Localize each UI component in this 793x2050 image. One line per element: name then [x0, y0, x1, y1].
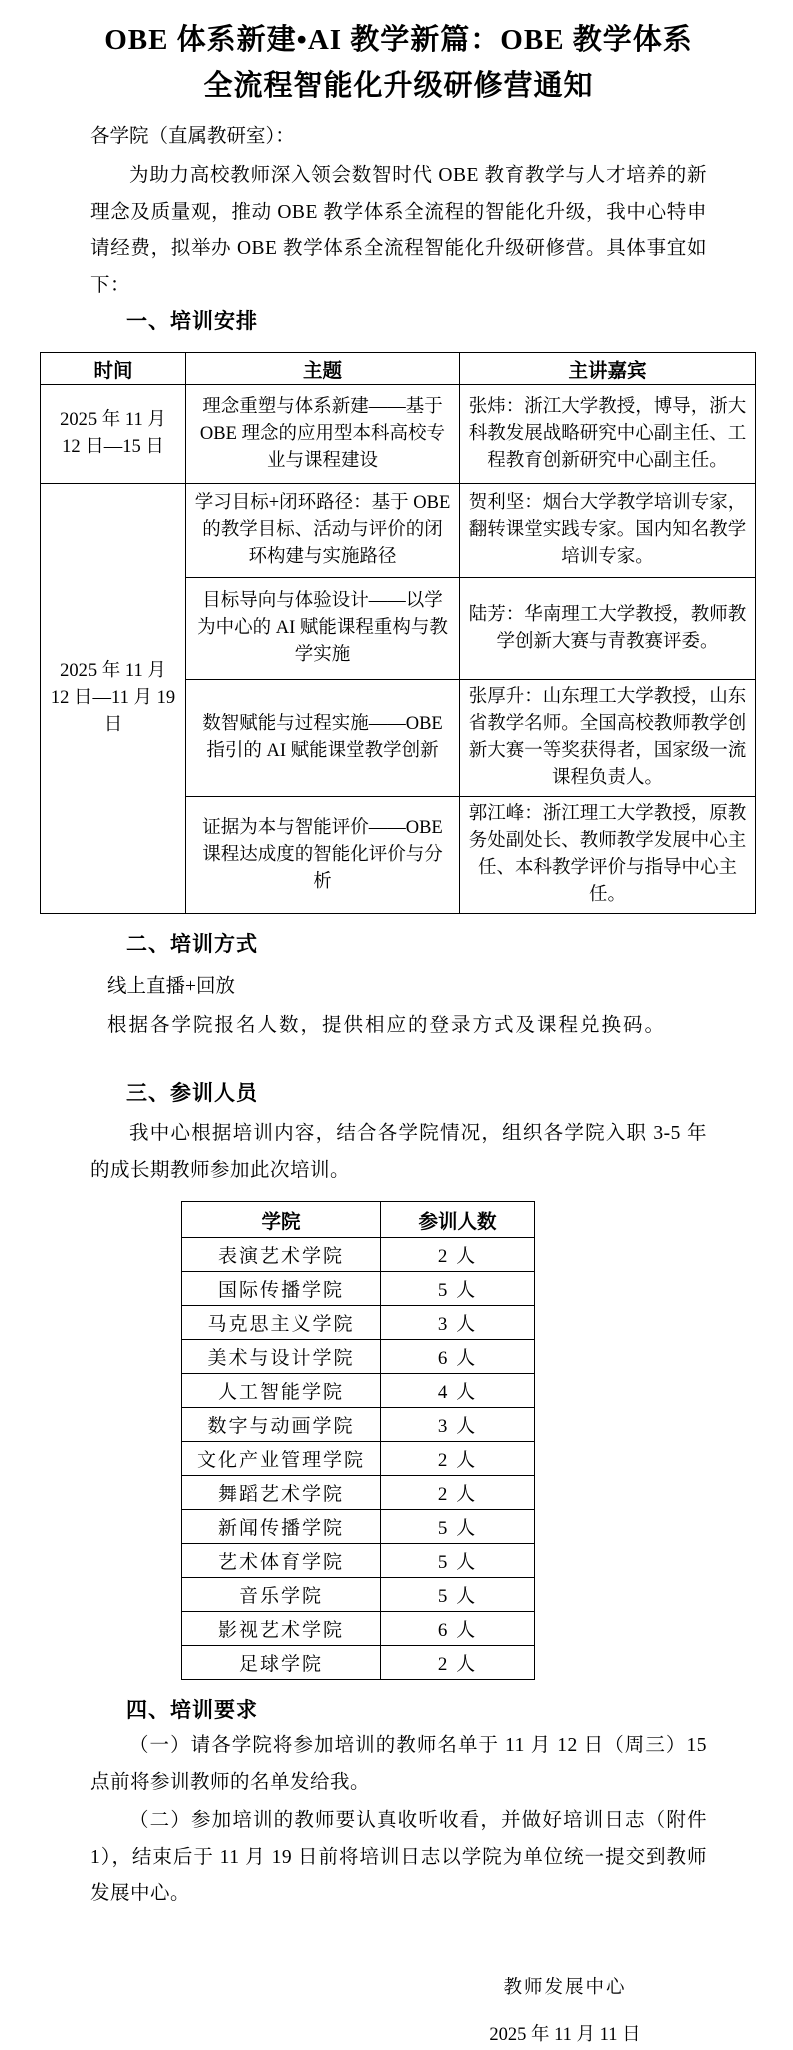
section-heading-training-schedule: 一、培训安排: [126, 310, 258, 333]
count-cell: 2 人: [381, 1476, 535, 1510]
signature-org: 教师发展中心: [503, 1977, 627, 1998]
schedule-speaker-cell: 贺利坚：烟台大学教学培训专家，翻转课堂实践专家。国内知名教学培训专家。: [460, 484, 756, 578]
participants-row: [182, 1374, 535, 1408]
participants-row: [182, 1408, 535, 1442]
signature-block: [415, 1973, 715, 2050]
participants-header-row: [182, 1202, 535, 1238]
section-heading-requirements: 四、培训要求: [126, 1699, 258, 1722]
count-cell: 2 人: [381, 1238, 535, 1272]
participants-paragraph: 我中心根据培训内容，结合各学院情况，组织各学院入职 3-5 年的成长期教师参加此次培训。: [90, 1123, 707, 1181]
college-cell: 足球学院: [182, 1646, 381, 1680]
schedule-speaker-cell: 张厚升：山东理工大学教授，山东省教学名师。全国高校教师教学创新大赛一等奖获得者，国家级一流课程负责人。: [460, 680, 756, 797]
count-cell: 2 人: [381, 1442, 535, 1476]
participants-row: [182, 1306, 535, 1340]
participants-col-header-college: 学院: [182, 1202, 381, 1238]
college-cell: 马克思主义学院: [182, 1306, 381, 1340]
schedule-col-header-topic: 主题: [186, 353, 460, 385]
college-cell: 新闻传播学院: [182, 1510, 381, 1544]
count-cell: 5 人: [381, 1272, 535, 1306]
count-cell: 5 人: [381, 1510, 535, 1544]
college-cell: 数字与动画学院: [182, 1408, 381, 1442]
section-heading-training-format: 二、培训方式: [126, 933, 258, 956]
schedule-speaker-cell: 张炜：浙江大学教授，博导，浙大科教发展战略研究中心副主任、工程教育创新研究中心副主任。: [460, 385, 756, 484]
salutation: 各学院（直属教研室）：: [90, 126, 295, 147]
schedule-topic-cell: 学习目标+闭环路径：基于 OBE 的教学目标、活动与评价的闭环构建与实施路径: [186, 484, 460, 578]
schedule-topic-cell: 证据为本与智能评价——OBE 课程达成度的智能化评价与分析: [186, 797, 460, 914]
participants-row: [182, 1544, 535, 1578]
participants-row: [182, 1612, 535, 1646]
schedule-col-header-speaker: 主讲嘉宾: [460, 353, 756, 385]
requirement-item-2: （二）参加培训的教师要认真收听收看，并做好培训日志（附件 1），结束后于 11 月 19 日前将培训日志以学院为单位统一提交到教师发展中心。: [90, 1810, 707, 1904]
training-format-line: 线上直播+回放: [107, 976, 235, 997]
requirement-item-1: （一）请各学院将参加培训的教师名单于 11 月 12 日（周三）15 点前将参训教师的名单发给我。: [90, 1735, 707, 1793]
count-cell: 6 人: [381, 1340, 535, 1374]
count-cell: 3 人: [381, 1306, 535, 1340]
college-cell: 影视艺术学院: [182, 1612, 381, 1646]
participants-col-header-count: 参训人数: [381, 1202, 535, 1238]
participants-row: [182, 1272, 535, 1306]
participants-row: [182, 1578, 535, 1612]
schedule-header-row: [41, 353, 756, 385]
schedule-row: [41, 484, 756, 578]
college-cell: 艺术体育学院: [182, 1544, 381, 1578]
intro-paragraph: 为助力高校教师深入领会数智时代 OBE 教育教学与人才培养的新理念及质量观，推动 OBE 教学体系全流程的智能化升级，我中心特申请经费，拟举办 OBE 教学体系全流程智能化升级研修营。具体事宜如下：: [90, 165, 707, 296]
count-cell: 4 人: [381, 1374, 535, 1408]
schedule-speaker-cell: 郭江峰：浙江理工大学教授，原教务处副处长、教师教学发展中心主任、本科教学评价与指导中心主任。: [460, 797, 756, 914]
college-cell: 国际传播学院: [182, 1272, 381, 1306]
schedule-speaker-cell: 陆芳：华南理工大学教授，教师教学创新大赛与青教赛评委。: [460, 578, 756, 680]
college-cell: 文化产业管理学院: [182, 1442, 381, 1476]
training-format-detail: 根据各学院报名人数，提供相应的登录方式及课程兑换码。: [107, 1015, 667, 1036]
count-cell: 6 人: [381, 1612, 535, 1646]
college-cell: 表演艺术学院: [182, 1238, 381, 1272]
participants-row: [182, 1646, 535, 1680]
schedule-time-cell: 2025 年 11 月 12 日—15 日: [41, 385, 186, 484]
college-cell: 人工智能学院: [182, 1374, 381, 1408]
college-cell: 舞蹈艺术学院: [182, 1476, 381, 1510]
count-cell: 3 人: [381, 1408, 535, 1442]
count-cell: 2 人: [381, 1646, 535, 1680]
schedule-topic-cell: 目标导向与体验设计——以学为中心的 AI 赋能课程重构与教学实施: [186, 578, 460, 680]
schedule-time-cell: 2025 年 11 月 12 日—11 月 19 日: [41, 484, 186, 914]
section-heading-participants: 三、参训人员: [126, 1082, 258, 1105]
signature-date: 2025 年 11 月 11 日: [489, 2024, 641, 2045]
schedule-row: [41, 385, 756, 484]
schedule-topic-cell: 理念重塑与体系新建——基于 OBE 理念的应用型本科高校专业与课程建设: [186, 385, 460, 484]
participants-row: [182, 1442, 535, 1476]
schedule-topic-cell: 数智赋能与过程实施——OBE 指引的 AI 赋能课堂教学创新: [186, 680, 460, 797]
participants-row: [182, 1340, 535, 1374]
participants-row: [182, 1510, 535, 1544]
document-title: [90, 17, 707, 109]
college-cell: 音乐学院: [182, 1578, 381, 1612]
schedule-table: [40, 352, 756, 914]
participants-row: [182, 1476, 535, 1510]
count-cell: 5 人: [381, 1544, 535, 1578]
college-cell: 美术与设计学院: [182, 1340, 381, 1374]
document-title-line2: 全流程智能化升级研修营通知: [203, 70, 594, 102]
document-title-line1: OBE 体系新建•AI 教学新篇：OBE 教学体系: [104, 24, 693, 56]
count-cell: 5 人: [381, 1578, 535, 1612]
participants-table: [181, 1201, 535, 1680]
schedule-col-header-time: 时间: [41, 353, 186, 385]
participants-row: [182, 1238, 535, 1272]
